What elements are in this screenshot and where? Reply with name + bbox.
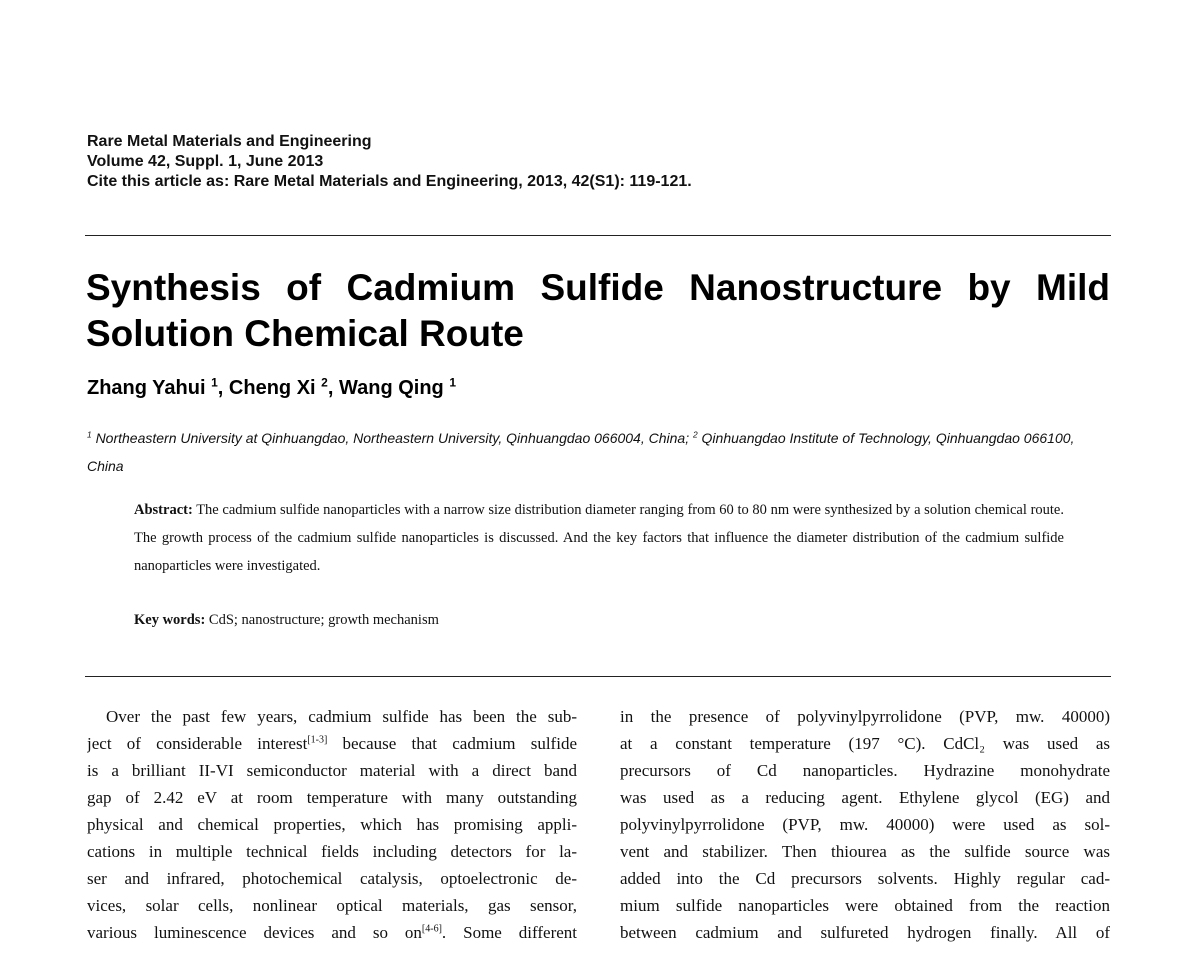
body-text-segment: physical and chemical properties, which has promising appli- [87,815,577,834]
keywords-text: CdS; nanostructure; growth mechanism [208,612,439,628]
body-text-line [87,865,577,892]
body-text-segment: because that cadmium sulfide [327,734,577,753]
author-list: Zhang Yahui $^1$, Cheng Xi $^2$, Wang Qing $^1$ [87,375,457,399]
body-text-segment: precursors of Cd nanoparticles. Hydrazine monohydrate [620,761,1110,780]
body-text-line [87,811,577,838]
citation-line: Cite this article as: Rare Metal Materials and Engineering, 2013, 42(S1): 119-121. [87,173,692,190]
keywords [134,606,439,634]
body-text-segment: cations in multiple technical fields including detectors for la- [87,842,577,861]
header-divider [85,235,1111,236]
journal-name: Rare Metal Materials and Engineering [87,133,372,150]
author-name: Cheng Xi [228,377,316,399]
author-affiliation-mark: 1 [211,375,218,390]
body-column-left [87,703,577,946]
body-text-segment: vent and stabilizer. Then thiourea as the sulfide source was [620,842,1110,861]
body-text-segment: vices, solar cells, nonlinear optical materials, gas sensor, [87,896,577,915]
body-text-segment: at a constant temperature (197 °C). CdCl₂ was used as [620,734,1110,753]
body-text-segment: between cadmium and sulfureted hydrogen finally. All of [620,923,1110,942]
author-affiliation-mark: 1 [449,375,457,390]
body-text-line [620,838,1110,865]
body-text-line [620,811,1110,838]
body-text-line [620,757,1110,784]
body-text-line [87,703,577,730]
author-affiliation-mark: 2 [321,375,328,390]
affiliation-text: Northeastern University at Qinhuangdao, Northeastern University, Qinhuangdao 066004, China; [95,430,690,446]
body-text-line [620,730,1110,757]
journal-volume: Volume 42, Suppl. 1, June 2013 [87,153,324,170]
body-text-line [87,784,577,811]
citation-reference: [4-6] [421,923,442,935]
body-column-right [620,703,1110,946]
abstract [134,496,1064,580]
body-text-line [87,730,577,757]
body-text-segment: gap of 2.42 eV at room temperature with many outstanding [87,788,577,807]
body-text-segment: polyvinylpyrrolidone (PVP, mw. 40000) were used as sol- [620,815,1110,834]
body-text-line [620,892,1110,919]
author-name: Zhang Yahui [87,377,206,399]
body-text-segment: added into the Cd precursors solvents. Highly regular cad- [620,869,1110,888]
body-text-segment: is a brilliant II-VI semiconductor material with a direct band [87,761,577,780]
body-text-line [87,838,577,865]
article-title: Synthesis of Cadmium Sulfide Nanostructure by Mild Solution Chemical Route [86,267,1110,354]
body-text-segment: Over the past few years, cadmium sulfide has been the sub- [106,707,577,726]
author-name: Wang Qing [338,377,444,399]
body-text-segment: was used as a reducing agent. Ethylene glycol (EG) and [620,788,1110,807]
affiliation-number: 1 [87,429,92,440]
body-text-segment: mium sulfide nanoparticles were obtained from the reaction [620,896,1110,915]
body-text-segment: . Some different [441,923,577,942]
body-text-line [620,919,1110,946]
body-text-segment: various luminescence devices and so on [87,923,422,942]
body-text-line [87,919,577,946]
keywords-label: Key words: [134,612,206,628]
abstract-text: The cadmium sulfide nanoparticles with a narrow size distribution diameter ranging from 60 to 80 nm were synthesized by a solution chemical route. The growth process of the cadmium sulfide nanoparticles is discussed. And the key factors that influence the diameter distribution of the cadmium sulfide nanoparticles were investigated. [134,502,1064,574]
affiliation-number: 2 [692,429,698,440]
body-text-line [620,865,1110,892]
abstract-divider [85,676,1111,677]
body-text-segment: ject of considerable interest [87,734,308,753]
citation-reference: [1-3] [307,734,328,746]
abstract-label: Abstract: [134,502,193,518]
body-text-line [620,703,1110,730]
body-text-segment: in the presence of polyvinylpyrrolidone (PVP, mw. 40000) [620,707,1110,726]
body-text-segment: ser and infrared, photochemical catalysis, optoelectronic de- [87,869,577,888]
affiliation-text: Qinhuangdao Institute of Technology, Qinhuangdao 066100, China [87,430,1075,474]
body-text-line [87,757,577,784]
affiliations [87,424,1113,480]
body-text-line [87,892,577,919]
journal-header [87,132,692,192]
body-text-line [620,784,1110,811]
